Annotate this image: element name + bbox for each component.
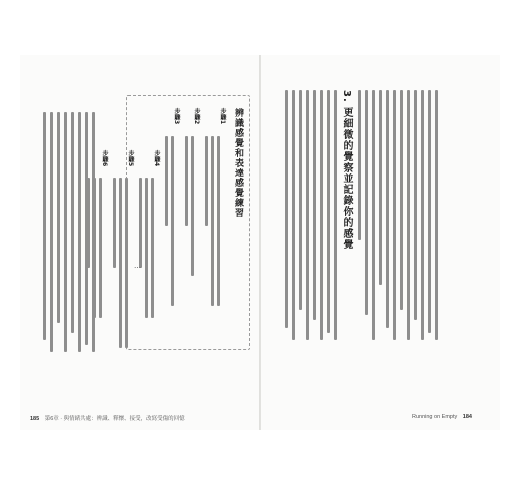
text-line (358, 90, 361, 240)
step-label: 步驟4 (153, 150, 160, 167)
text-line (292, 90, 295, 340)
text-line (306, 90, 309, 340)
text-line (57, 112, 60, 323)
text-line (92, 112, 95, 352)
right-page-number: 184 (462, 414, 472, 420)
text-line (407, 90, 410, 340)
right-running-head: Running on Empty (412, 414, 458, 420)
step-text-line (165, 136, 168, 226)
text-line (365, 90, 368, 315)
text-line (393, 90, 396, 340)
exercise-box-title: 辨識感覺和表達感覺練習 (233, 108, 243, 218)
step-text-line (151, 178, 154, 318)
left-running-head: 第6章 · 與情緒共處：辨識、釋懷、接受，改寫受傷的回憶 (44, 416, 185, 422)
text-line (299, 90, 302, 310)
step-text-line (211, 136, 214, 306)
step-text-line (185, 136, 188, 226)
text-line (64, 112, 67, 352)
text-line (313, 90, 316, 320)
text-line (386, 90, 389, 328)
text-line (78, 112, 81, 352)
text-line (435, 90, 438, 340)
step-text-line (139, 178, 142, 268)
text-line (85, 112, 88, 345)
step-text-line (191, 136, 194, 276)
left-page-number: 185 (30, 416, 40, 422)
book-gutter (259, 55, 261, 430)
text-line (50, 112, 53, 352)
step-text-line (99, 178, 102, 318)
step-label: 步驟5 (127, 150, 134, 167)
text-line (372, 90, 375, 340)
left-page-closing-paragraph (43, 112, 95, 352)
step-label: 步驟1 (219, 108, 226, 125)
text-line (320, 90, 323, 340)
step-text-line (125, 178, 128, 348)
text-line (428, 90, 431, 333)
text-line (379, 90, 382, 285)
step-text-line (145, 178, 148, 318)
text-line (414, 90, 417, 320)
step-text-line (205, 136, 208, 226)
ellipsis-mark: … (134, 262, 141, 270)
step-text-line (113, 178, 116, 268)
text-line (421, 90, 424, 340)
right-page-footer (412, 414, 472, 420)
step-label: 步驟6 (101, 150, 108, 167)
text-line (285, 90, 288, 328)
text-line (327, 90, 330, 333)
step-text-line (119, 178, 122, 348)
section-heading: 3. 更細微的覺察並記錄你的感覺 (341, 90, 352, 251)
right-page-top-paragraph (358, 90, 438, 340)
text-line (43, 112, 46, 340)
left-page-footer (30, 414, 185, 422)
text-line (400, 90, 403, 310)
step-label: 步驟2 (193, 108, 200, 125)
text-line (334, 90, 337, 340)
step-label: 步驟3 (173, 108, 180, 125)
text-line (71, 112, 74, 333)
step-text-line (217, 136, 220, 306)
right-page-section-paragraph (285, 90, 337, 340)
step-text-line (171, 136, 174, 306)
